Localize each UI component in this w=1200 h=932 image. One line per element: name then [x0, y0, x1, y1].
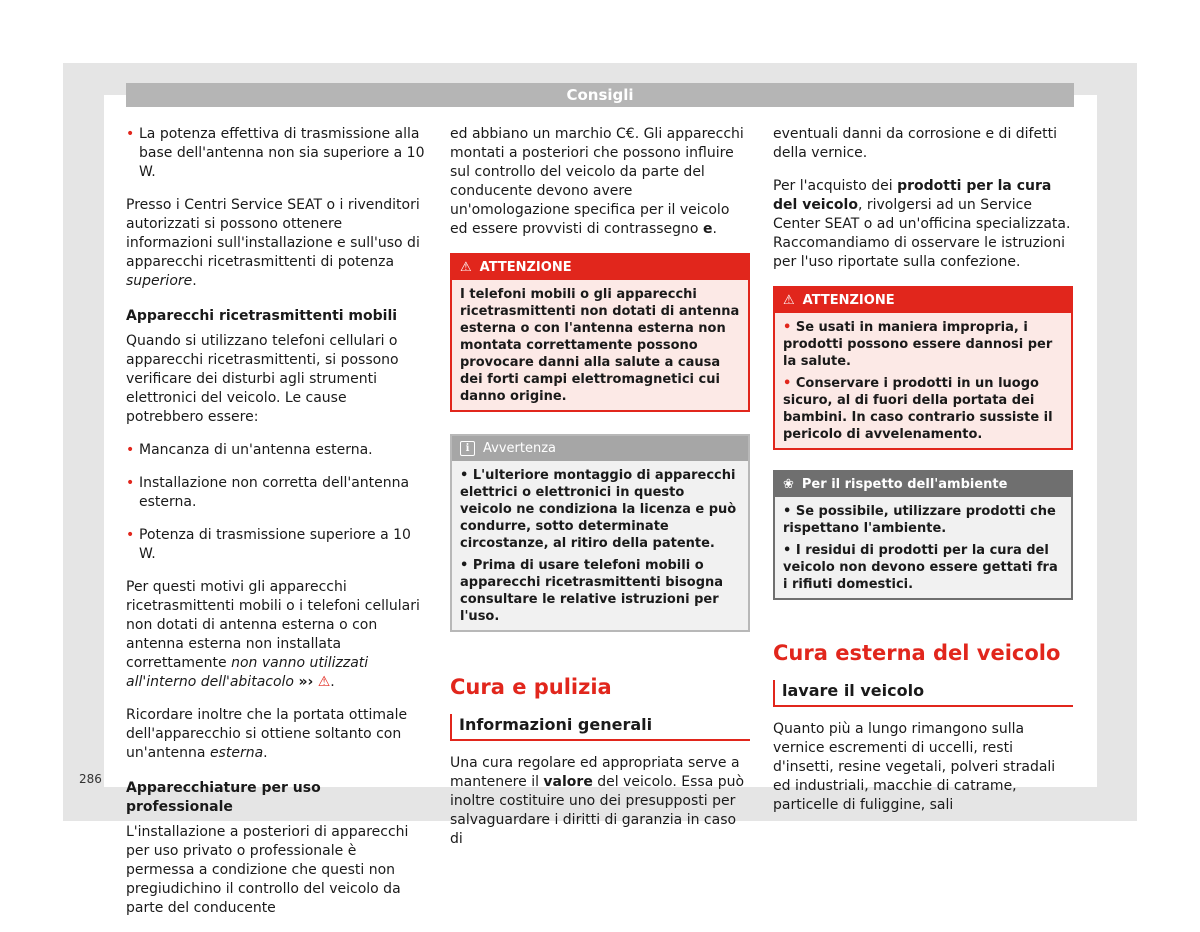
warning-item: • Conservare i prodotti in un luogo sicuro, al di fuori della portata dei bambini. In caso contrario sussiste il pericolo di avvelenamento.: [783, 376, 1053, 442]
warning-title: ATTENZIONE: [802, 292, 895, 308]
info-icon: i: [460, 441, 475, 456]
warning-body: [775, 313, 1071, 448]
column-left: [126, 125, 426, 932]
text-run: Presso i Centri Service SEAT o i rivenditori autorizzati si possono ottenere informazioni sull'installazione e sull'uso di apparecchi ricetrasmittenti di potenza: [126, 197, 420, 270]
ce-mark-icon: C€: [616, 126, 635, 142]
text-run: Una cura regolare ed appropriata serve a mantenere il: [450, 755, 740, 790]
text-run: .: [330, 674, 335, 690]
environment-item-text: I residui di prodotti per la cura del veicolo non devono essere gettati fra i rifiuti domestici.: [783, 543, 1058, 592]
text-italic: superiore: [126, 273, 193, 289]
subsection-title: Informazioni generali: [450, 714, 750, 741]
text-run: , rivolgersi ad un Service Center SEAT o ad un'officina specializzata. Raccomandiamo di osservare le istruzioni per l'uso riportate sulla confezione.: [773, 197, 1071, 270]
paragraph: L'installazione a posteriori di apparecchi per uso privato o professionale è permessa a condizione che questi non pregiudichino il controllo del veicolo da parte del conducente: [126, 824, 409, 916]
text-run: Per questi motivi gli apparecchi ricetrasmittenti mobili o i telefoni cellulari non dotati di antenna esterna o con antenna esterna non installata correttamente: [126, 579, 420, 671]
text-run: del veicolo. Essa può inoltre costituire uno dei presupposti per salvaguardare i diritti di garanzia in caso di: [450, 774, 745, 847]
flower-icon: ❀: [783, 476, 794, 492]
warning-body: I telefoni mobili o gli apparecchi ricetrasmittenti non dotati di antenna esterna o con l'antenna esterna non montata correttamente possono provocare danni alla salute a causa dei forti campi elettromagnetici cui danno origine.: [460, 287, 740, 404]
note-box: [450, 434, 750, 632]
environment-title: Per il rispetto dell'ambiente: [801, 476, 1008, 492]
bullet-list: [126, 441, 426, 564]
warning-title: ATTENZIONE: [479, 259, 572, 275]
paragraph: [450, 754, 750, 849]
text-run: .: [192, 273, 197, 289]
list-item: • Potenza di trasmissione superiore a 10 W.: [126, 526, 426, 564]
text-run: ed abbiano un marchio: [450, 126, 616, 142]
paragraph: [126, 196, 426, 291]
environment-body: [775, 497, 1071, 598]
note-box-header: [452, 436, 748, 461]
note-item: • L'ulteriore montaggio di apparecchi elettrici o elettronici in questo veicolo ne condiziona la licenza e può condurre, sotto determinate circostanze, al ritiro della patente.: [460, 468, 737, 551]
text-run: .: [263, 745, 268, 761]
page-header: Consigli: [126, 83, 1074, 107]
warning-box: [450, 253, 750, 412]
text-bold: prodotti per la cura del veicolo: [773, 178, 1052, 213]
text-run: .: [712, 221, 717, 237]
e-mark: e: [702, 221, 713, 237]
text-italic: esterna: [209, 745, 264, 761]
warning-item-text: Conservare i prodotti in un luogo sicuro, al di fuori della portata dei bambini. In caso contrario sussiste il pericolo di avvelenamento.: [783, 376, 1053, 442]
paragraph: Quanto più a lungo rimangono sulla vernice escrementi di uccelli, resti d'insetti, resine vegetali, polveri stradali ed industriali, macchie di catrame, particelle di fuliggine, sali: [773, 721, 1056, 813]
environment-box: [773, 470, 1073, 600]
subsection-title: lavare il veicolo: [773, 680, 1073, 707]
paragraph: eventuali danni da corrosione e di difetti della vernice.: [773, 126, 1057, 161]
note-item-text: L'ulteriore montaggio di apparecchi elettrici o elettronici in questo veicolo ne condiziona la licenza e può condurre, sotto determinate circostanze, al ritiro della patente.: [460, 468, 737, 551]
list-item: • La potenza effettiva di trasmissione alla base dell'antenna non sia superiore a 10 W.: [126, 125, 426, 182]
text-run: Ricordare inoltre che la portata ottimale dell'apparecchio si ottiene soltanto con un'antenna: [126, 707, 408, 761]
subheading: Apparecchiature per uso professionale: [126, 780, 321, 815]
warning-item: • Se usati in maniera impropria, i prodotti possono essere dannosi per la salute.: [783, 320, 1053, 369]
section-title: Cura e pulizia: [450, 675, 612, 699]
warning-item-text: Se usati in maniera impropria, i prodotti possono essere dannosi per la salute.: [783, 320, 1053, 369]
note-item: • Prima di usare telefoni mobili o apparecchi ricetrasmittenti bisogna consultare le relative istruzioni per l'uso.: [460, 558, 724, 624]
paragraph: [126, 578, 426, 692]
subheading: Apparecchi ricetrasmittenti mobili: [126, 308, 398, 324]
column-right: [773, 125, 1073, 829]
paragraph: [773, 177, 1073, 272]
environment-item-text: Se possibile, utilizzare prodotti che rispettano l'ambiente.: [783, 504, 1056, 536]
section-title: Cura esterna del veicolo: [773, 641, 1061, 665]
list-item: • Installazione non corretta dell'antenna esterna.: [126, 474, 426, 512]
page-number: 286: [79, 772, 102, 786]
note-body: [452, 461, 748, 630]
warning-box-header: [775, 288, 1071, 313]
warning-triangle-icon: ⚠: [783, 292, 795, 308]
warning-box-header: [452, 255, 748, 280]
text-bold: valore: [543, 774, 593, 790]
note-title: Avvertenza: [483, 440, 556, 456]
environment-item: • Se possibile, utilizzare prodotti che rispettano l'ambiente.: [783, 504, 1056, 536]
environment-box-header: [775, 472, 1071, 497]
paragraph: [450, 125, 750, 239]
text-run: Per l'acquisto dei: [773, 178, 898, 194]
warning-triangle-icon: ⚠: [460, 259, 472, 275]
continue-arrows-icon: »›: [298, 674, 314, 690]
paragraph: Quando si utilizzano telefoni cellulari o apparecchi ricetrasmittenti, si possono verificare dei disturbi agli strumenti elettronici del veicolo. Le cause potrebbero essere:: [126, 333, 399, 425]
warning-triangle-icon[interactable]: ⚠: [317, 674, 331, 690]
text-run: . Gli apparecchi montati a posteriori che possono influire sul controllo del veicolo da parte del conducente devono avere un'omologazione specifica per il veicolo ed essere provvisti di contrassegno: [450, 126, 744, 237]
text-italic: non vanno utilizzati all'interno dell'abitacolo: [126, 655, 369, 690]
paragraph: [126, 706, 426, 763]
note-item-text: Prima di usare telefoni mobili o apparecchi ricetrasmittenti bisogna consultare le relative istruzioni per l'uso.: [460, 558, 724, 624]
warning-box: [773, 286, 1073, 450]
environment-item: • I residui di prodotti per la cura del veicolo non devono essere gettati fra i rifiuti domestici.: [783, 543, 1058, 592]
column-middle: [450, 125, 750, 863]
list-item: • Mancanza di un'antenna esterna.: [126, 441, 426, 460]
